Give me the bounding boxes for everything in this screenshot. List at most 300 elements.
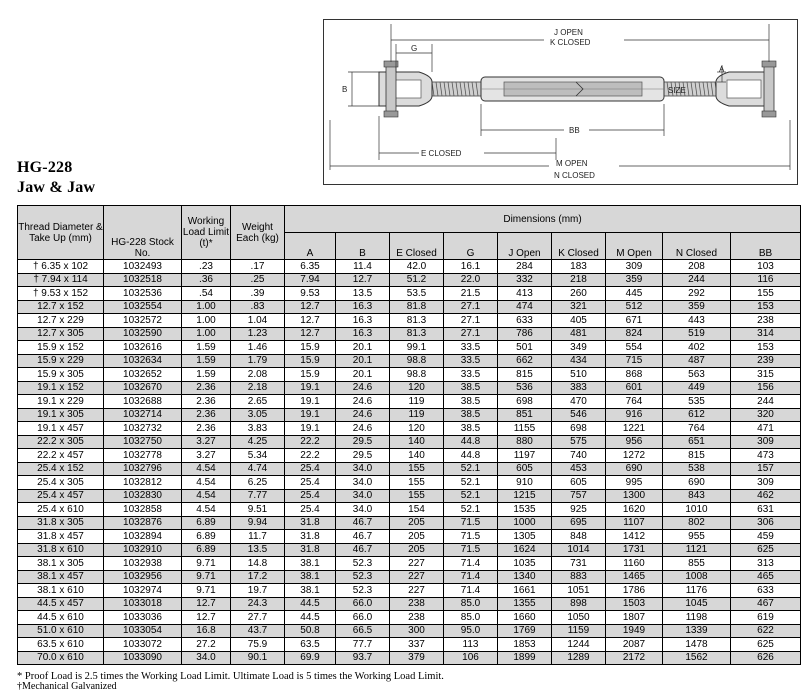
table-row <box>18 314 801 328</box>
dim-m-open-cell: 956 <box>606 435 663 449</box>
working-load-limit-cell: 2.36 <box>182 422 231 436</box>
dim-n-closed-cell: 764 <box>663 422 731 436</box>
dim-e-closed-cell: 205 <box>390 530 444 544</box>
dim-b-cell: 34.0 <box>336 476 390 490</box>
working-load-limit-cell: .54 <box>182 287 231 301</box>
dim-n-closed-cell: 1176 <box>663 584 731 598</box>
table-row <box>18 651 801 665</box>
table-row <box>18 570 801 584</box>
dim-k-closed-cell: 1051 <box>552 584 606 598</box>
dim-k-closed-cell: 605 <box>552 476 606 490</box>
weight-cell: 17.2 <box>231 570 285 584</box>
dim-m-open-cell: 2172 <box>606 651 663 665</box>
dim-b-cell: 52.3 <box>336 557 390 571</box>
weight-cell: 1.23 <box>231 327 285 341</box>
dim-j-open-cell: 633 <box>498 314 552 328</box>
dim-bb-cell: 116 <box>731 273 801 287</box>
dim-k-closed-cell: 1289 <box>552 651 606 665</box>
stock-no-cell: 1032830 <box>104 489 182 503</box>
dim-b-cell: 34.0 <box>336 462 390 476</box>
stock-no-cell: 1032796 <box>104 462 182 476</box>
working-load-limit-cell: 1.00 <box>182 300 231 314</box>
dim-m-open-cell: 554 <box>606 341 663 355</box>
dim-g-cell: 38.5 <box>444 381 498 395</box>
dim-a-cell: 38.1 <box>285 570 336 584</box>
dim-m-open-cell: 512 <box>606 300 663 314</box>
specification-table <box>17 205 801 665</box>
dim-g-cell: 16.1 <box>444 260 498 274</box>
dim-m-open-cell: 1221 <box>606 422 663 436</box>
dim-n-closed-cell: 955 <box>663 530 731 544</box>
weight-cell: 13.5 <box>231 543 285 557</box>
working-load-limit-cell: 9.71 <box>182 557 231 571</box>
thread-size-cell: 19.1 x 457 <box>18 422 104 436</box>
product-type: Jaw & Jaw <box>17 179 96 196</box>
dim-m-open-cell: 1107 <box>606 516 663 530</box>
dim-m-open-cell: 2087 <box>606 638 663 652</box>
dim-m-open-cell: 1300 <box>606 489 663 503</box>
dim-g-cell: 52.1 <box>444 476 498 490</box>
dim-m-open-cell: 671 <box>606 314 663 328</box>
thread-size-cell: 51.0 x 610 <box>18 624 104 638</box>
dim-m-open-cell: 868 <box>606 368 663 382</box>
dim-bb-cell: 471 <box>731 422 801 436</box>
left-threaded-rod <box>429 82 481 96</box>
dim-a-cell: 25.4 <box>285 489 336 503</box>
label-g: G <box>411 44 418 53</box>
dim-bb-cell: 467 <box>731 597 801 611</box>
dim-m-open-cell: 309 <box>606 260 663 274</box>
dim-k-closed-cell: 848 <box>552 530 606 544</box>
thread-size-cell: 44.5 x 457 <box>18 597 104 611</box>
dim-a-cell: 12.7 <box>285 327 336 341</box>
dim-e-closed-cell: 119 <box>390 408 444 422</box>
dim-n-closed-cell: 563 <box>663 368 731 382</box>
weight-cell: 19.7 <box>231 584 285 598</box>
dim-e-closed-cell: 238 <box>390 611 444 625</box>
dim-g-cell: 71.4 <box>444 557 498 571</box>
weight-cell: 7.77 <box>231 489 285 503</box>
dim-bb-cell: 103 <box>731 260 801 274</box>
dim-k-closed-cell: 731 <box>552 557 606 571</box>
dim-k-closed-cell: 434 <box>552 354 606 368</box>
dim-a-cell: 19.1 <box>285 408 336 422</box>
dim-n-closed-cell: 1339 <box>663 624 731 638</box>
working-load-limit-cell: 34.0 <box>182 651 231 665</box>
dim-k-closed-cell: 453 <box>552 462 606 476</box>
label-b: B <box>342 85 348 94</box>
stock-no-cell: 1032536 <box>104 287 182 301</box>
dim-k-closed-cell: 383 <box>552 381 606 395</box>
dim-n-closed-cell: 1121 <box>663 543 731 557</box>
dim-bb-cell: 313 <box>731 557 801 571</box>
dim-b-cell: 52.3 <box>336 570 390 584</box>
dim-g-cell: 38.5 <box>444 408 498 422</box>
working-load-limit-cell: 1.59 <box>182 354 231 368</box>
working-load-limit-cell: .23 <box>182 260 231 274</box>
dim-g-cell: 85.0 <box>444 597 498 611</box>
stock-no-cell: 1032652 <box>104 368 182 382</box>
dim-k-closed-cell: 1159 <box>552 624 606 638</box>
dim-m-open-cell: 764 <box>606 395 663 409</box>
dim-n-closed-cell: 244 <box>663 273 731 287</box>
dim-bb-cell: 633 <box>731 584 801 598</box>
dim-k-closed-cell: 405 <box>552 314 606 328</box>
working-load-limit-cell: 2.36 <box>182 381 231 395</box>
thread-size-cell: 38.1 x 610 <box>18 584 104 598</box>
header-dim-bb: BB <box>731 233 801 260</box>
table-row <box>18 287 801 301</box>
label-e-closed: E CLOSED <box>421 149 462 158</box>
dim-e-closed-cell: 120 <box>390 422 444 436</box>
dim-b-cell: 24.6 <box>336 381 390 395</box>
dim-bb-cell: 157 <box>731 462 801 476</box>
dim-b-cell: 93.7 <box>336 651 390 665</box>
dim-a-cell: 15.9 <box>285 368 336 382</box>
dim-n-closed-cell: 843 <box>663 489 731 503</box>
thread-size-cell: † 9.53 x 152 <box>18 287 104 301</box>
dim-k-closed-cell: 695 <box>552 516 606 530</box>
turnbuckle-body <box>481 77 664 101</box>
weight-cell: 1.46 <box>231 341 285 355</box>
table-row <box>18 597 801 611</box>
dim-g-cell: 27.1 <box>444 300 498 314</box>
weight-cell: 43.7 <box>231 624 285 638</box>
dim-k-closed-cell: 757 <box>552 489 606 503</box>
stock-no-cell: 1033072 <box>104 638 182 652</box>
table-row <box>18 354 801 368</box>
dim-n-closed-cell: 651 <box>663 435 731 449</box>
dim-b-cell: 66.5 <box>336 624 390 638</box>
dim-e-closed-cell: 379 <box>390 651 444 665</box>
weight-cell: 24.3 <box>231 597 285 611</box>
dim-e-closed-cell: 155 <box>390 476 444 490</box>
dim-a-cell: 50.8 <box>285 624 336 638</box>
dim-n-closed-cell: 1010 <box>663 503 731 517</box>
dim-j-open-cell: 1853 <box>498 638 552 652</box>
dim-n-closed-cell: 1562 <box>663 651 731 665</box>
dim-e-closed-cell: 81.8 <box>390 300 444 314</box>
dim-m-open-cell: 1949 <box>606 624 663 638</box>
thread-size-cell: 70.0 x 610 <box>18 651 104 665</box>
dim-a-cell: 6.35 <box>285 260 336 274</box>
dim-bb-cell: 619 <box>731 611 801 625</box>
table-row <box>18 476 801 490</box>
dim-n-closed-cell: 690 <box>663 476 731 490</box>
dim-n-closed-cell: 1045 <box>663 597 731 611</box>
dim-b-cell: 29.5 <box>336 435 390 449</box>
dim-n-closed-cell: 359 <box>663 300 731 314</box>
table-row <box>18 341 801 355</box>
table-row <box>18 530 801 544</box>
dim-j-open-cell: 605 <box>498 462 552 476</box>
dim-g-cell: 44.8 <box>444 435 498 449</box>
table-row <box>18 327 801 341</box>
thread-size-cell: 22.2 x 457 <box>18 449 104 463</box>
dim-a-cell: 31.8 <box>285 543 336 557</box>
dim-m-open-cell: 824 <box>606 327 663 341</box>
dim-j-open-cell: 1661 <box>498 584 552 598</box>
dim-j-open-cell: 1535 <box>498 503 552 517</box>
dim-j-open-cell: 1197 <box>498 449 552 463</box>
dim-k-closed-cell: 1014 <box>552 543 606 557</box>
turnbuckle-drawing <box>324 20 799 186</box>
dim-a-cell: 38.1 <box>285 584 336 598</box>
dim-a-cell: 9.53 <box>285 287 336 301</box>
working-load-limit-cell: .36 <box>182 273 231 287</box>
dim-m-open-cell: 1503 <box>606 597 663 611</box>
dim-k-closed-cell: 698 <box>552 422 606 436</box>
dim-bb-cell: 306 <box>731 516 801 530</box>
dim-e-closed-cell: 120 <box>390 381 444 395</box>
dim-b-cell: 34.0 <box>336 489 390 503</box>
working-load-limit-cell: 27.2 <box>182 638 231 652</box>
dim-g-cell: 85.0 <box>444 611 498 625</box>
dim-n-closed-cell: 1008 <box>663 570 731 584</box>
dim-bb-cell: 238 <box>731 314 801 328</box>
table-row <box>18 557 801 571</box>
dim-j-open-cell: 1155 <box>498 422 552 436</box>
dim-n-closed-cell: 292 <box>663 287 731 301</box>
dim-n-closed-cell: 519 <box>663 327 731 341</box>
stock-no-cell: 1032938 <box>104 557 182 571</box>
dim-n-closed-cell: 402 <box>663 341 731 355</box>
dim-bb-cell: 622 <box>731 624 801 638</box>
dim-n-closed-cell: 487 <box>663 354 731 368</box>
dim-e-closed-cell: 227 <box>390 570 444 584</box>
header-thread: Thread Diameter & Take Up (mm) <box>18 206 104 260</box>
thread-size-cell: 19.1 x 305 <box>18 408 104 422</box>
dim-e-closed-cell: 99.1 <box>390 341 444 355</box>
dim-k-closed-cell: 183 <box>552 260 606 274</box>
header-dim-e-closed: E Closed <box>390 233 444 260</box>
stock-no-cell: 1032956 <box>104 570 182 584</box>
table-row <box>18 368 801 382</box>
dim-g-cell: 27.1 <box>444 314 498 328</box>
thread-size-cell: 15.9 x 152 <box>18 341 104 355</box>
dim-e-closed-cell: 51.2 <box>390 273 444 287</box>
table-row <box>18 624 801 638</box>
dim-j-open-cell: 332 <box>498 273 552 287</box>
dim-m-open-cell: 445 <box>606 287 663 301</box>
dim-g-cell: 106 <box>444 651 498 665</box>
thread-size-cell: 19.1 x 152 <box>18 381 104 395</box>
dim-bb-cell: 459 <box>731 530 801 544</box>
dim-g-cell: 38.5 <box>444 422 498 436</box>
dim-a-cell: 15.9 <box>285 354 336 368</box>
thread-size-cell: 12.7 x 305 <box>18 327 104 341</box>
weight-cell: 4.25 <box>231 435 285 449</box>
dim-a-cell: 15.9 <box>285 341 336 355</box>
dim-b-cell: 24.6 <box>336 422 390 436</box>
dim-bb-cell: 625 <box>731 543 801 557</box>
dim-j-open-cell: 910 <box>498 476 552 490</box>
working-load-limit-cell: 6.89 <box>182 516 231 530</box>
dim-e-closed-cell: 154 <box>390 503 444 517</box>
dim-j-open-cell: 815 <box>498 368 552 382</box>
thread-size-cell: 19.1 x 229 <box>18 395 104 409</box>
dim-n-closed-cell: 449 <box>663 381 731 395</box>
dim-j-open-cell: 1624 <box>498 543 552 557</box>
dim-e-closed-cell: 227 <box>390 557 444 571</box>
dim-bb-cell: 244 <box>731 395 801 409</box>
dim-g-cell: 52.1 <box>444 503 498 517</box>
dim-n-closed-cell: 208 <box>663 260 731 274</box>
dim-g-cell: 44.8 <box>444 449 498 463</box>
dim-j-open-cell: 1000 <box>498 516 552 530</box>
thread-size-cell: 25.4 x 457 <box>18 489 104 503</box>
stock-no-cell: 1032554 <box>104 300 182 314</box>
table-row <box>18 422 801 436</box>
dim-g-cell: 33.5 <box>444 368 498 382</box>
dim-a-cell: 12.7 <box>285 314 336 328</box>
dim-n-closed-cell: 1478 <box>663 638 731 652</box>
weight-cell: 4.74 <box>231 462 285 476</box>
label-n-closed: N CLOSED <box>554 171 595 180</box>
dim-k-closed-cell: 260 <box>552 287 606 301</box>
weight-cell: 2.08 <box>231 368 285 382</box>
dim-a-cell: 25.4 <box>285 462 336 476</box>
dim-a-cell: 63.5 <box>285 638 336 652</box>
dim-m-open-cell: 1412 <box>606 530 663 544</box>
dim-e-closed-cell: 227 <box>390 584 444 598</box>
dim-bb-cell: 462 <box>731 489 801 503</box>
dim-g-cell: 71.5 <box>444 530 498 544</box>
stock-no-cell: 1032590 <box>104 327 182 341</box>
thread-size-cell: 44.5 x 610 <box>18 611 104 625</box>
table-row <box>18 516 801 530</box>
dim-a-cell: 19.1 <box>285 422 336 436</box>
dim-k-closed-cell: 510 <box>552 368 606 382</box>
dim-m-open-cell: 1807 <box>606 611 663 625</box>
table-row <box>18 462 801 476</box>
dim-g-cell: 33.5 <box>444 341 498 355</box>
dim-k-closed-cell: 925 <box>552 503 606 517</box>
header-dim-j-open: J Open <box>498 233 552 260</box>
dim-b-cell: 20.1 <box>336 354 390 368</box>
stock-no-cell: 1032858 <box>104 503 182 517</box>
dim-a-cell: 31.8 <box>285 530 336 544</box>
dim-e-closed-cell: 140 <box>390 435 444 449</box>
dim-b-cell: 29.5 <box>336 449 390 463</box>
dim-j-open-cell: 1215 <box>498 489 552 503</box>
dim-k-closed-cell: 349 <box>552 341 606 355</box>
working-load-limit-cell: 1.00 <box>182 327 231 341</box>
dim-bb-cell: 631 <box>731 503 801 517</box>
weight-cell: 75.9 <box>231 638 285 652</box>
dim-e-closed-cell: 205 <box>390 516 444 530</box>
dim-a-cell: 12.7 <box>285 300 336 314</box>
dim-g-cell: 71.5 <box>444 516 498 530</box>
working-load-limit-cell: 6.89 <box>182 543 231 557</box>
label-bb: BB <box>569 126 580 135</box>
table-row <box>18 300 801 314</box>
thread-size-cell: 22.2 x 305 <box>18 435 104 449</box>
table-row <box>18 408 801 422</box>
header-dim-a: A <box>285 233 336 260</box>
stock-no-cell: 1032894 <box>104 530 182 544</box>
label-m-open: M OPEN <box>556 159 588 168</box>
dim-j-open-cell: 1355 <box>498 597 552 611</box>
dim-bb-cell: 315 <box>731 368 801 382</box>
dim-n-closed-cell: 538 <box>663 462 731 476</box>
dim-b-cell: 20.1 <box>336 341 390 355</box>
dim-a-cell: 22.2 <box>285 449 336 463</box>
thread-size-cell: 12.7 x 152 <box>18 300 104 314</box>
dim-b-cell: 11.4 <box>336 260 390 274</box>
dim-a-cell: 44.5 <box>285 597 336 611</box>
dim-e-closed-cell: 205 <box>390 543 444 557</box>
working-load-limit-cell: 16.8 <box>182 624 231 638</box>
dim-n-closed-cell: 1198 <box>663 611 731 625</box>
dim-bb-cell: 314 <box>731 327 801 341</box>
dim-b-cell: 46.7 <box>336 516 390 530</box>
weight-cell: 2.18 <box>231 381 285 395</box>
dim-a-cell: 7.94 <box>285 273 336 287</box>
dim-m-open-cell: 1620 <box>606 503 663 517</box>
thread-size-cell: 38.1 x 457 <box>18 570 104 584</box>
stock-no-cell: 1032493 <box>104 260 182 274</box>
dim-k-closed-cell: 883 <box>552 570 606 584</box>
dim-k-closed-cell: 546 <box>552 408 606 422</box>
dim-b-cell: 66.0 <box>336 597 390 611</box>
working-load-limit-cell: 9.71 <box>182 584 231 598</box>
stock-no-cell: 1032572 <box>104 314 182 328</box>
dim-bb-cell: 309 <box>731 476 801 490</box>
dim-m-open-cell: 1731 <box>606 543 663 557</box>
dim-j-open-cell: 786 <box>498 327 552 341</box>
dim-m-open-cell: 1160 <box>606 557 663 571</box>
stock-no-cell: 1032778 <box>104 449 182 463</box>
product-code: HG-228 <box>17 159 73 176</box>
dim-a-cell: 22.2 <box>285 435 336 449</box>
dim-bb-cell: 156 <box>731 381 801 395</box>
dim-k-closed-cell: 218 <box>552 273 606 287</box>
dim-b-cell: 13.5 <box>336 287 390 301</box>
stock-no-cell: 1032910 <box>104 543 182 557</box>
working-load-limit-cell: 12.7 <box>182 611 231 625</box>
footnote-proof-load: * Proof Load is 2.5 times the Working Load Limit. Ultimate Load is 5 times the Working Load Limit. <box>17 671 444 682</box>
dim-j-open-cell: 474 <box>498 300 552 314</box>
dim-g-cell: 27.1 <box>444 327 498 341</box>
dim-m-open-cell: 690 <box>606 462 663 476</box>
dim-k-closed-cell: 575 <box>552 435 606 449</box>
weight-cell: 6.25 <box>231 476 285 490</box>
dim-e-closed-cell: 81.3 <box>390 314 444 328</box>
working-load-limit-cell: 3.27 <box>182 449 231 463</box>
dim-j-open-cell: 1305 <box>498 530 552 544</box>
dim-g-cell: 71.4 <box>444 570 498 584</box>
dim-j-open-cell: 284 <box>498 260 552 274</box>
table-row <box>18 611 801 625</box>
header-dim-g: G <box>444 233 498 260</box>
table-row <box>18 503 801 517</box>
dim-e-closed-cell: 140 <box>390 449 444 463</box>
dim-bb-cell: 155 <box>731 287 801 301</box>
table-row <box>18 449 801 463</box>
dim-a-cell: 19.1 <box>285 395 336 409</box>
dim-b-cell: 34.0 <box>336 503 390 517</box>
table-row <box>18 435 801 449</box>
thread-size-cell: 31.8 x 457 <box>18 530 104 544</box>
dim-bb-cell: 625 <box>731 638 801 652</box>
dim-b-cell: 16.3 <box>336 300 390 314</box>
dim-j-open-cell: 1769 <box>498 624 552 638</box>
dim-g-cell: 95.0 <box>444 624 498 638</box>
dim-j-open-cell: 1035 <box>498 557 552 571</box>
working-load-limit-cell: 2.36 <box>182 395 231 409</box>
dim-bb-cell: 153 <box>731 341 801 355</box>
